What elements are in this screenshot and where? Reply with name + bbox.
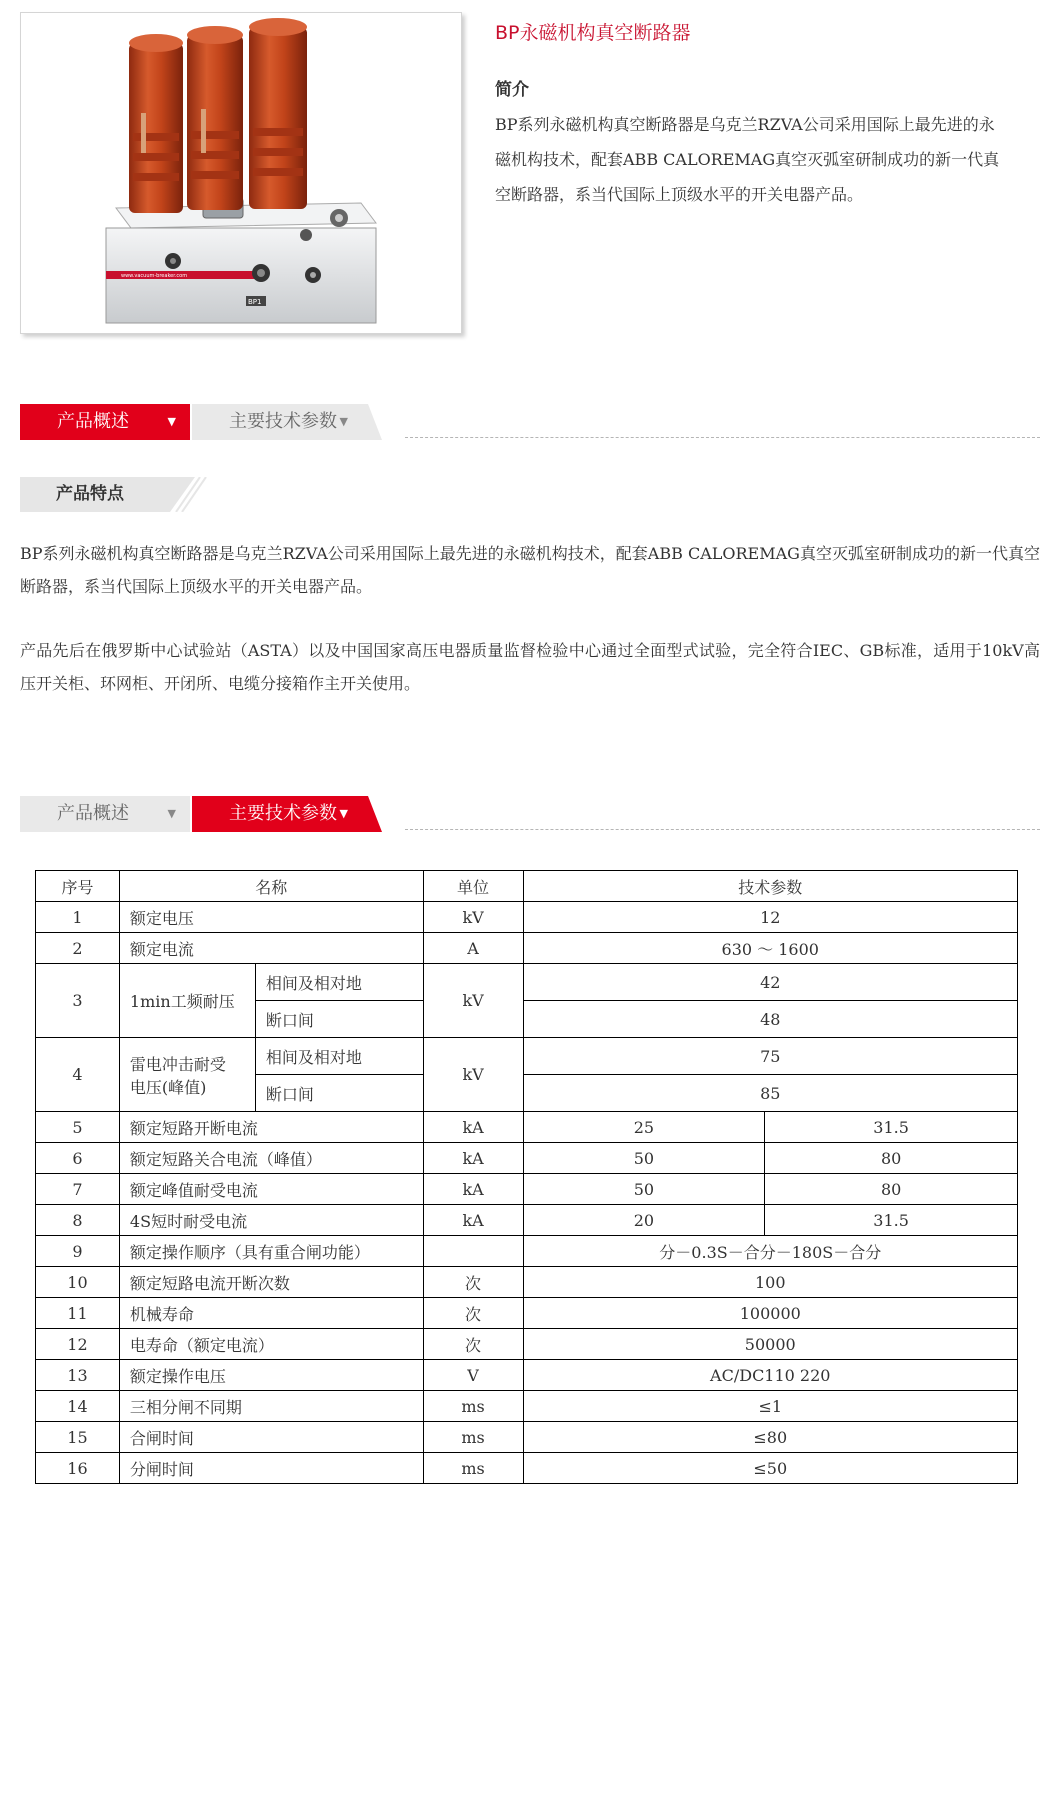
chevron-down-icon: ▼: [167, 807, 176, 820]
table-row: [36, 964, 1018, 1001]
table-row: [36, 1360, 1018, 1391]
table-row: [36, 933, 1018, 964]
row-name: 额定电流: [119, 933, 423, 964]
product-image: [20, 12, 462, 334]
product-title: BP永磁机构真空断路器: [495, 22, 691, 44]
row-value-a: 20: [523, 1205, 765, 1236]
row-name-line: 雷电冲击耐受: [129, 1054, 226, 1074]
chevron-down-icon: ▼: [167, 415, 176, 428]
chevron-down-icon: ▼: [339, 415, 348, 428]
row-no: 4: [36, 1038, 120, 1112]
row-no: 3: [36, 964, 120, 1038]
features-paragraph-2: 产品先后在俄罗斯中心试验站（ASTA）以及中国国家高压电器质量监督检验中心通过全面型式试验，完全符合IEC、GB标准，适用于10kV高压开关柜、环网柜、开闭所、电缆分接箱作主开关使用。: [20, 641, 1040, 693]
row-unit: kA: [423, 1143, 523, 1174]
table-row: [36, 1453, 1018, 1484]
features-heading-block: [20, 477, 210, 512]
table-row: [36, 1038, 1018, 1075]
tab-bar-specs: [20, 796, 1040, 832]
divider: [405, 437, 1040, 438]
model-plate: BP1: [248, 298, 262, 306]
row-no: 11: [36, 1298, 120, 1329]
row-value: AC/DC110 220: [523, 1360, 1017, 1391]
row-name: 额定短路开断电流: [119, 1112, 423, 1143]
row-unit: kA: [423, 1205, 523, 1236]
row-subname: 断口间: [255, 1075, 423, 1112]
table-header-row: [36, 871, 1018, 902]
row-value: ≤1: [523, 1391, 1017, 1422]
tab-label: 产品概述: [57, 803, 129, 824]
tab-label: 产品概述: [57, 411, 129, 432]
row-subname: 断口间: [255, 1001, 423, 1038]
row-no: 16: [36, 1453, 120, 1484]
spec-table: [35, 870, 1018, 1484]
header-name: 名称: [119, 871, 423, 902]
tab-slant-decoration: [362, 796, 384, 832]
row-no: 8: [36, 1205, 120, 1236]
row-subname: 相间及相对地: [255, 1038, 423, 1075]
table-row: [36, 1174, 1018, 1205]
row-name: 额定峰值耐受电流: [119, 1174, 423, 1205]
row-name: 1min工频耐压: [119, 964, 255, 1038]
tab-product-overview[interactable]: [20, 404, 190, 440]
row-value-a: 25: [523, 1112, 765, 1143]
table-row: [36, 1236, 1018, 1267]
header-param: 技术参数: [523, 871, 1017, 902]
row-value: 100: [523, 1267, 1017, 1298]
vacuum-breaker-illustration: [21, 13, 461, 333]
features-heading: 产品特点: [56, 484, 124, 504]
row-value: 50000: [523, 1329, 1017, 1360]
row-value: ≤50: [523, 1453, 1017, 1484]
row-no: 9: [36, 1236, 120, 1267]
row-no: 1: [36, 902, 120, 933]
row-value: 42: [523, 964, 1017, 1001]
row-name: 4S短时耐受电流: [119, 1205, 423, 1236]
intro-heading: 简介: [495, 80, 529, 100]
row-value: 100000: [523, 1298, 1017, 1329]
row-name: 机械寿命: [119, 1298, 423, 1329]
row-name: 分闸时间: [119, 1453, 423, 1484]
row-unit: 次: [423, 1329, 523, 1360]
table-row: [36, 1112, 1018, 1143]
row-value: 12: [523, 902, 1017, 933]
header-no: 序号: [36, 871, 120, 902]
row-value: 85: [523, 1075, 1017, 1112]
tab-slant-decoration: [362, 404, 384, 440]
row-no: 5: [36, 1112, 120, 1143]
row-name: [119, 1038, 255, 1112]
row-value-b: 80: [765, 1143, 1018, 1174]
row-unit: kV: [423, 964, 523, 1038]
table-row: [36, 1267, 1018, 1298]
row-name: 额定短路关合电流（峰值）: [119, 1143, 423, 1174]
svg-text:www.vacuum-breaker.com: www.vacuum-breaker.com: [121, 273, 188, 279]
intro-text: BP系列永磁机构真空断路器是乌克兰RZVA公司采用国际上最先进的永磁机构技术，配套ABB CALOREMAG真空灭弧室研制成功的新一代真空断路器，系当代国际上顶级水平的开关电器产品。: [495, 115, 1000, 204]
row-unit: kA: [423, 1174, 523, 1205]
row-no: 12: [36, 1329, 120, 1360]
tab-main-specs[interactable]: [192, 404, 362, 440]
row-value-a: 50: [523, 1174, 765, 1205]
table-row: [36, 1391, 1018, 1422]
row-no: 6: [36, 1143, 120, 1174]
row-name: 额定操作电压: [119, 1360, 423, 1391]
row-name-line: 电压(峰值): [129, 1077, 207, 1097]
row-name: 合闸时间: [119, 1422, 423, 1453]
row-unit: [423, 1236, 523, 1267]
chevron-down-icon: ▼: [339, 807, 348, 820]
row-no: 2: [36, 933, 120, 964]
row-unit: 次: [423, 1298, 523, 1329]
row-unit: A: [423, 933, 523, 964]
row-unit: ms: [423, 1453, 523, 1484]
row-value: 630 ～ 1600: [523, 933, 1017, 964]
row-value-a: 50: [523, 1143, 765, 1174]
table-row: [36, 902, 1018, 933]
row-value-b: 31.5: [765, 1112, 1018, 1143]
table-row: [36, 1143, 1018, 1174]
row-value-b: 80: [765, 1174, 1018, 1205]
row-value: 75: [523, 1038, 1017, 1075]
tab-product-overview[interactable]: [20, 796, 190, 832]
row-unit: 次: [423, 1267, 523, 1298]
row-value-b: 31.5: [765, 1205, 1018, 1236]
row-no: 14: [36, 1391, 120, 1422]
row-no: 15: [36, 1422, 120, 1453]
tab-label: 主要技术参数: [229, 411, 337, 432]
row-name: 额定短路电流开断次数: [119, 1267, 423, 1298]
row-value: 分－0.3S－合分－180S－合分: [523, 1236, 1017, 1267]
row-name: 电寿命（额定电流）: [119, 1329, 423, 1360]
row-name: 额定操作顺序（具有重合闸功能）: [119, 1236, 423, 1267]
row-name: 额定电压: [119, 902, 423, 933]
row-no: 13: [36, 1360, 120, 1391]
table-row: [36, 1422, 1018, 1453]
table-row: [36, 1329, 1018, 1360]
tab-main-specs[interactable]: [192, 796, 362, 832]
row-no: 7: [36, 1174, 120, 1205]
row-unit: ms: [423, 1422, 523, 1453]
table-row: [36, 1298, 1018, 1329]
tab-label: 主要技术参数: [229, 803, 337, 824]
row-name: 三相分闸不同期: [119, 1391, 423, 1422]
header-unit: 单位: [423, 871, 523, 902]
row-unit: kA: [423, 1112, 523, 1143]
row-unit: kV: [423, 1038, 523, 1112]
table-row: [36, 1205, 1018, 1236]
row-value: 48: [523, 1001, 1017, 1038]
tab-bar-overview: [20, 404, 1040, 440]
features-paragraph-1: BP系列永磁机构真空断路器是乌克兰RZVA公司采用国际上最先进的永磁机构技术，配套ABB CALOREMAG真空灭弧室研制成功的新一代真空断路器，系当代国际上顶级水平的开关电器产品。: [20, 544, 1040, 596]
row-unit: kV: [423, 902, 523, 933]
row-value: ≤80: [523, 1422, 1017, 1453]
row-subname: 相间及相对地: [255, 964, 423, 1001]
row-unit: V: [423, 1360, 523, 1391]
divider: [405, 829, 1040, 830]
row-unit: ms: [423, 1391, 523, 1422]
row-no: 10: [36, 1267, 120, 1298]
